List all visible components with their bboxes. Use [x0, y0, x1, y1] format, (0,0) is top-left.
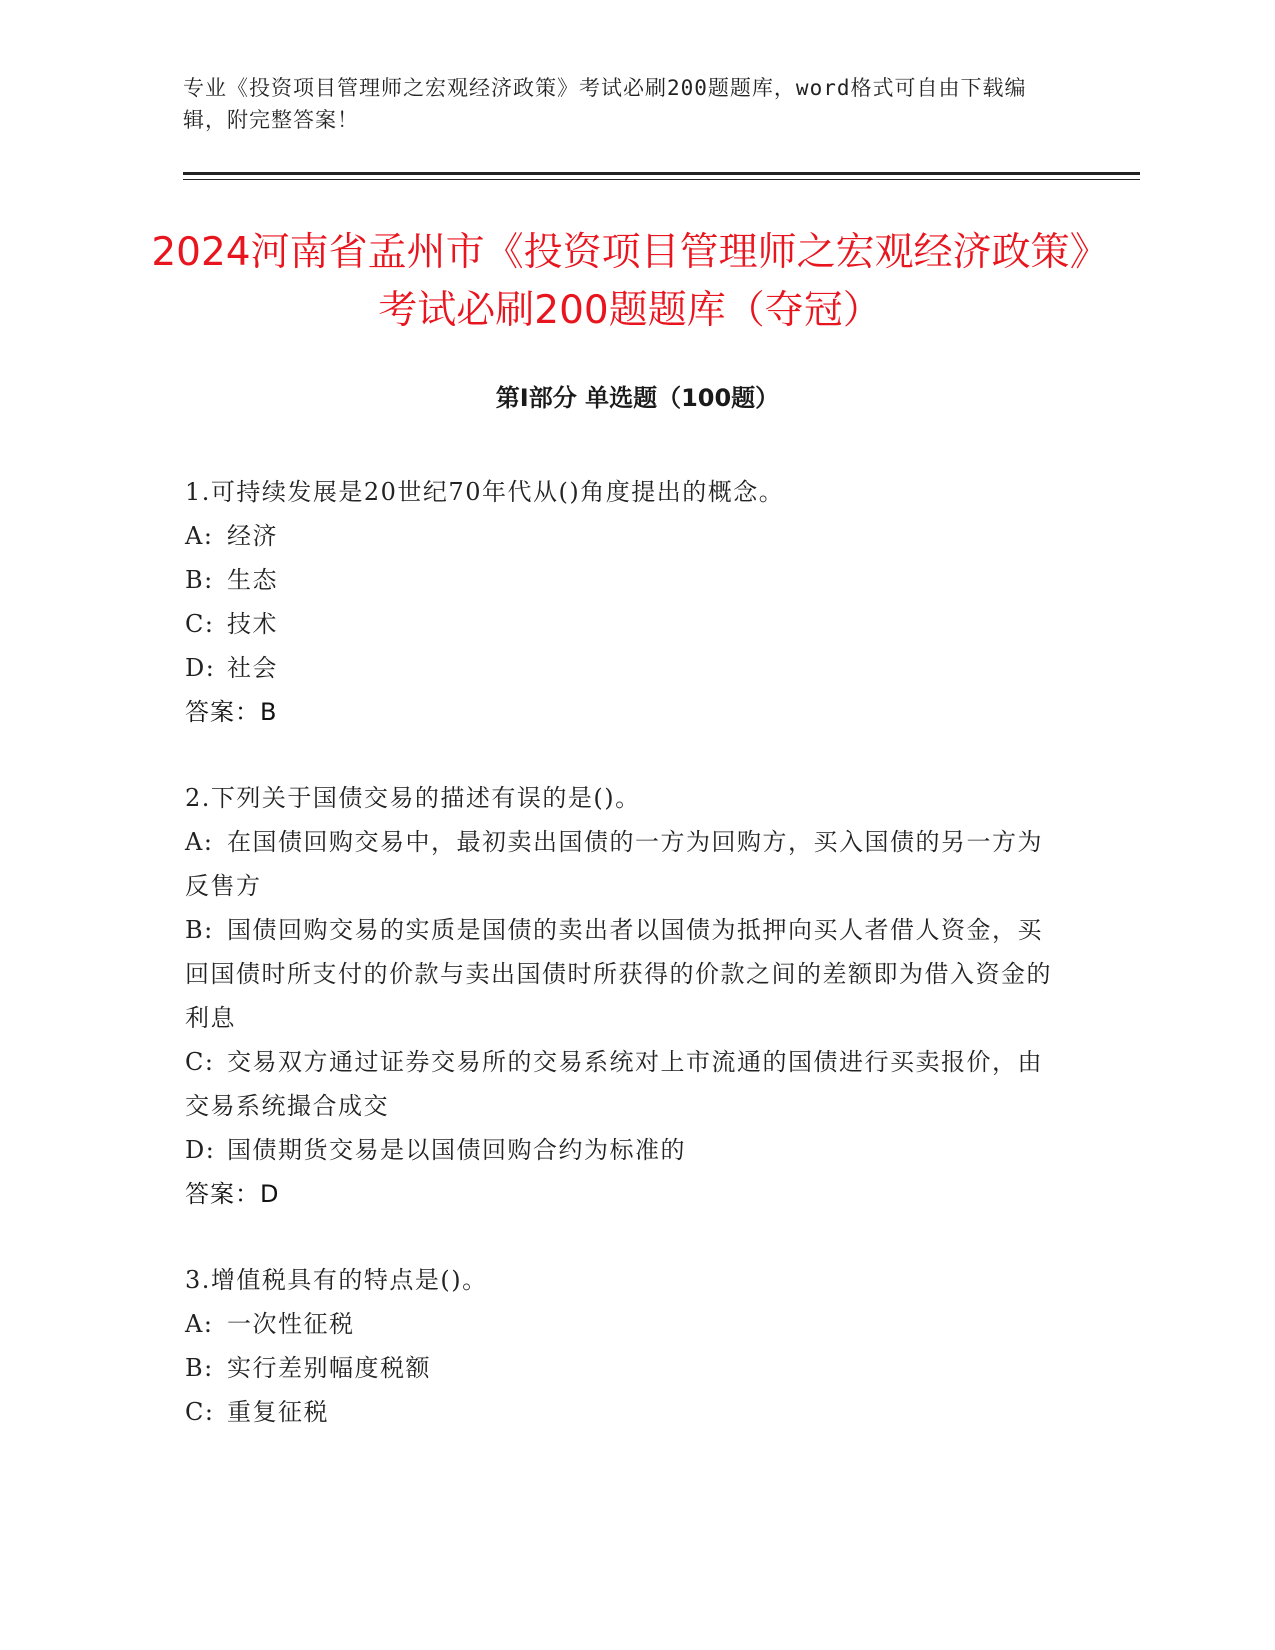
option-a [185, 1302, 1065, 1346]
question-list [185, 470, 1065, 1476]
header-rule-thick [183, 172, 1140, 175]
option-letter: C: [185, 1398, 215, 1426]
question-3 [185, 1258, 1065, 1434]
option-c [185, 1390, 1065, 1434]
option-letter: B: [185, 1354, 214, 1382]
option-letter: B: [185, 916, 214, 944]
option-letter: D: [185, 1136, 216, 1164]
option-b [185, 908, 1065, 1040]
option-c [185, 602, 1065, 646]
option-letter: D: [185, 654, 216, 682]
option-letter: B: [185, 566, 214, 594]
header-note: 专业《投资项目管理师之宏观经济政策》考试必刷200题题库，word格式可自由下载编辑，附完整答案！ [183, 76, 1027, 132]
question-stem: 3.增值税具有的特点是()。 [185, 1266, 488, 1294]
question-2 [185, 776, 1065, 1216]
answer: 答案：B [185, 698, 278, 726]
option-letter: C: [185, 1048, 215, 1076]
question-stem: 2.下列关于国债交易的描述有误的是()。 [185, 784, 641, 812]
answer: 答案：D [185, 1180, 280, 1208]
option-c [185, 1040, 1065, 1128]
document-title: 2024河南省孟州市《投资项目管理师之宏观经济政策》考试必刷200题题库（夺冠） [151, 230, 1109, 333]
option-letter: C: [185, 610, 215, 638]
option-text: 交易双方通过证券交易所的交易系统对上市流通的国债进行买卖报价，由交易系统撮合成交 [185, 1048, 1043, 1120]
option-text: 技术 [227, 610, 278, 638]
option-text: 重复征税 [227, 1398, 329, 1426]
option-letter: A: [185, 1310, 214, 1338]
header-rule-thin [183, 179, 1140, 180]
option-text: 在国债回购交易中，最初卖出国债的一方为回购方，买入国债的另一方为反售方 [185, 828, 1043, 900]
option-text: 生态 [227, 566, 278, 594]
option-text: 一次性征税 [227, 1310, 355, 1338]
option-d [185, 646, 1065, 690]
question-stem: 1.可持续发展是20世纪70年代从()角度提出的概念。 [185, 478, 785, 506]
option-text: 国债回购交易的实质是国债的卖出者以国债为抵押向买人者借人资金，买回国债时所支付的价款与卖出国债时所获得的价款之间的差额即为借入资金的利息 [185, 916, 1052, 1032]
option-d [185, 1128, 1065, 1172]
question-1 [185, 470, 1065, 734]
option-text: 社会 [227, 654, 278, 682]
option-text: 实行差别幅度税额 [227, 1354, 431, 1382]
option-text: 经济 [227, 522, 278, 550]
option-b [185, 1346, 1065, 1390]
option-letter: A: [185, 828, 214, 856]
option-a [185, 820, 1065, 908]
option-b [185, 558, 1065, 602]
option-text: 国债期货交易是以国债回购合约为标准的 [227, 1136, 686, 1164]
section-heading: 第I部分 单选题（100题） [495, 384, 780, 412]
option-letter: A: [185, 522, 214, 550]
option-a [185, 514, 1065, 558]
